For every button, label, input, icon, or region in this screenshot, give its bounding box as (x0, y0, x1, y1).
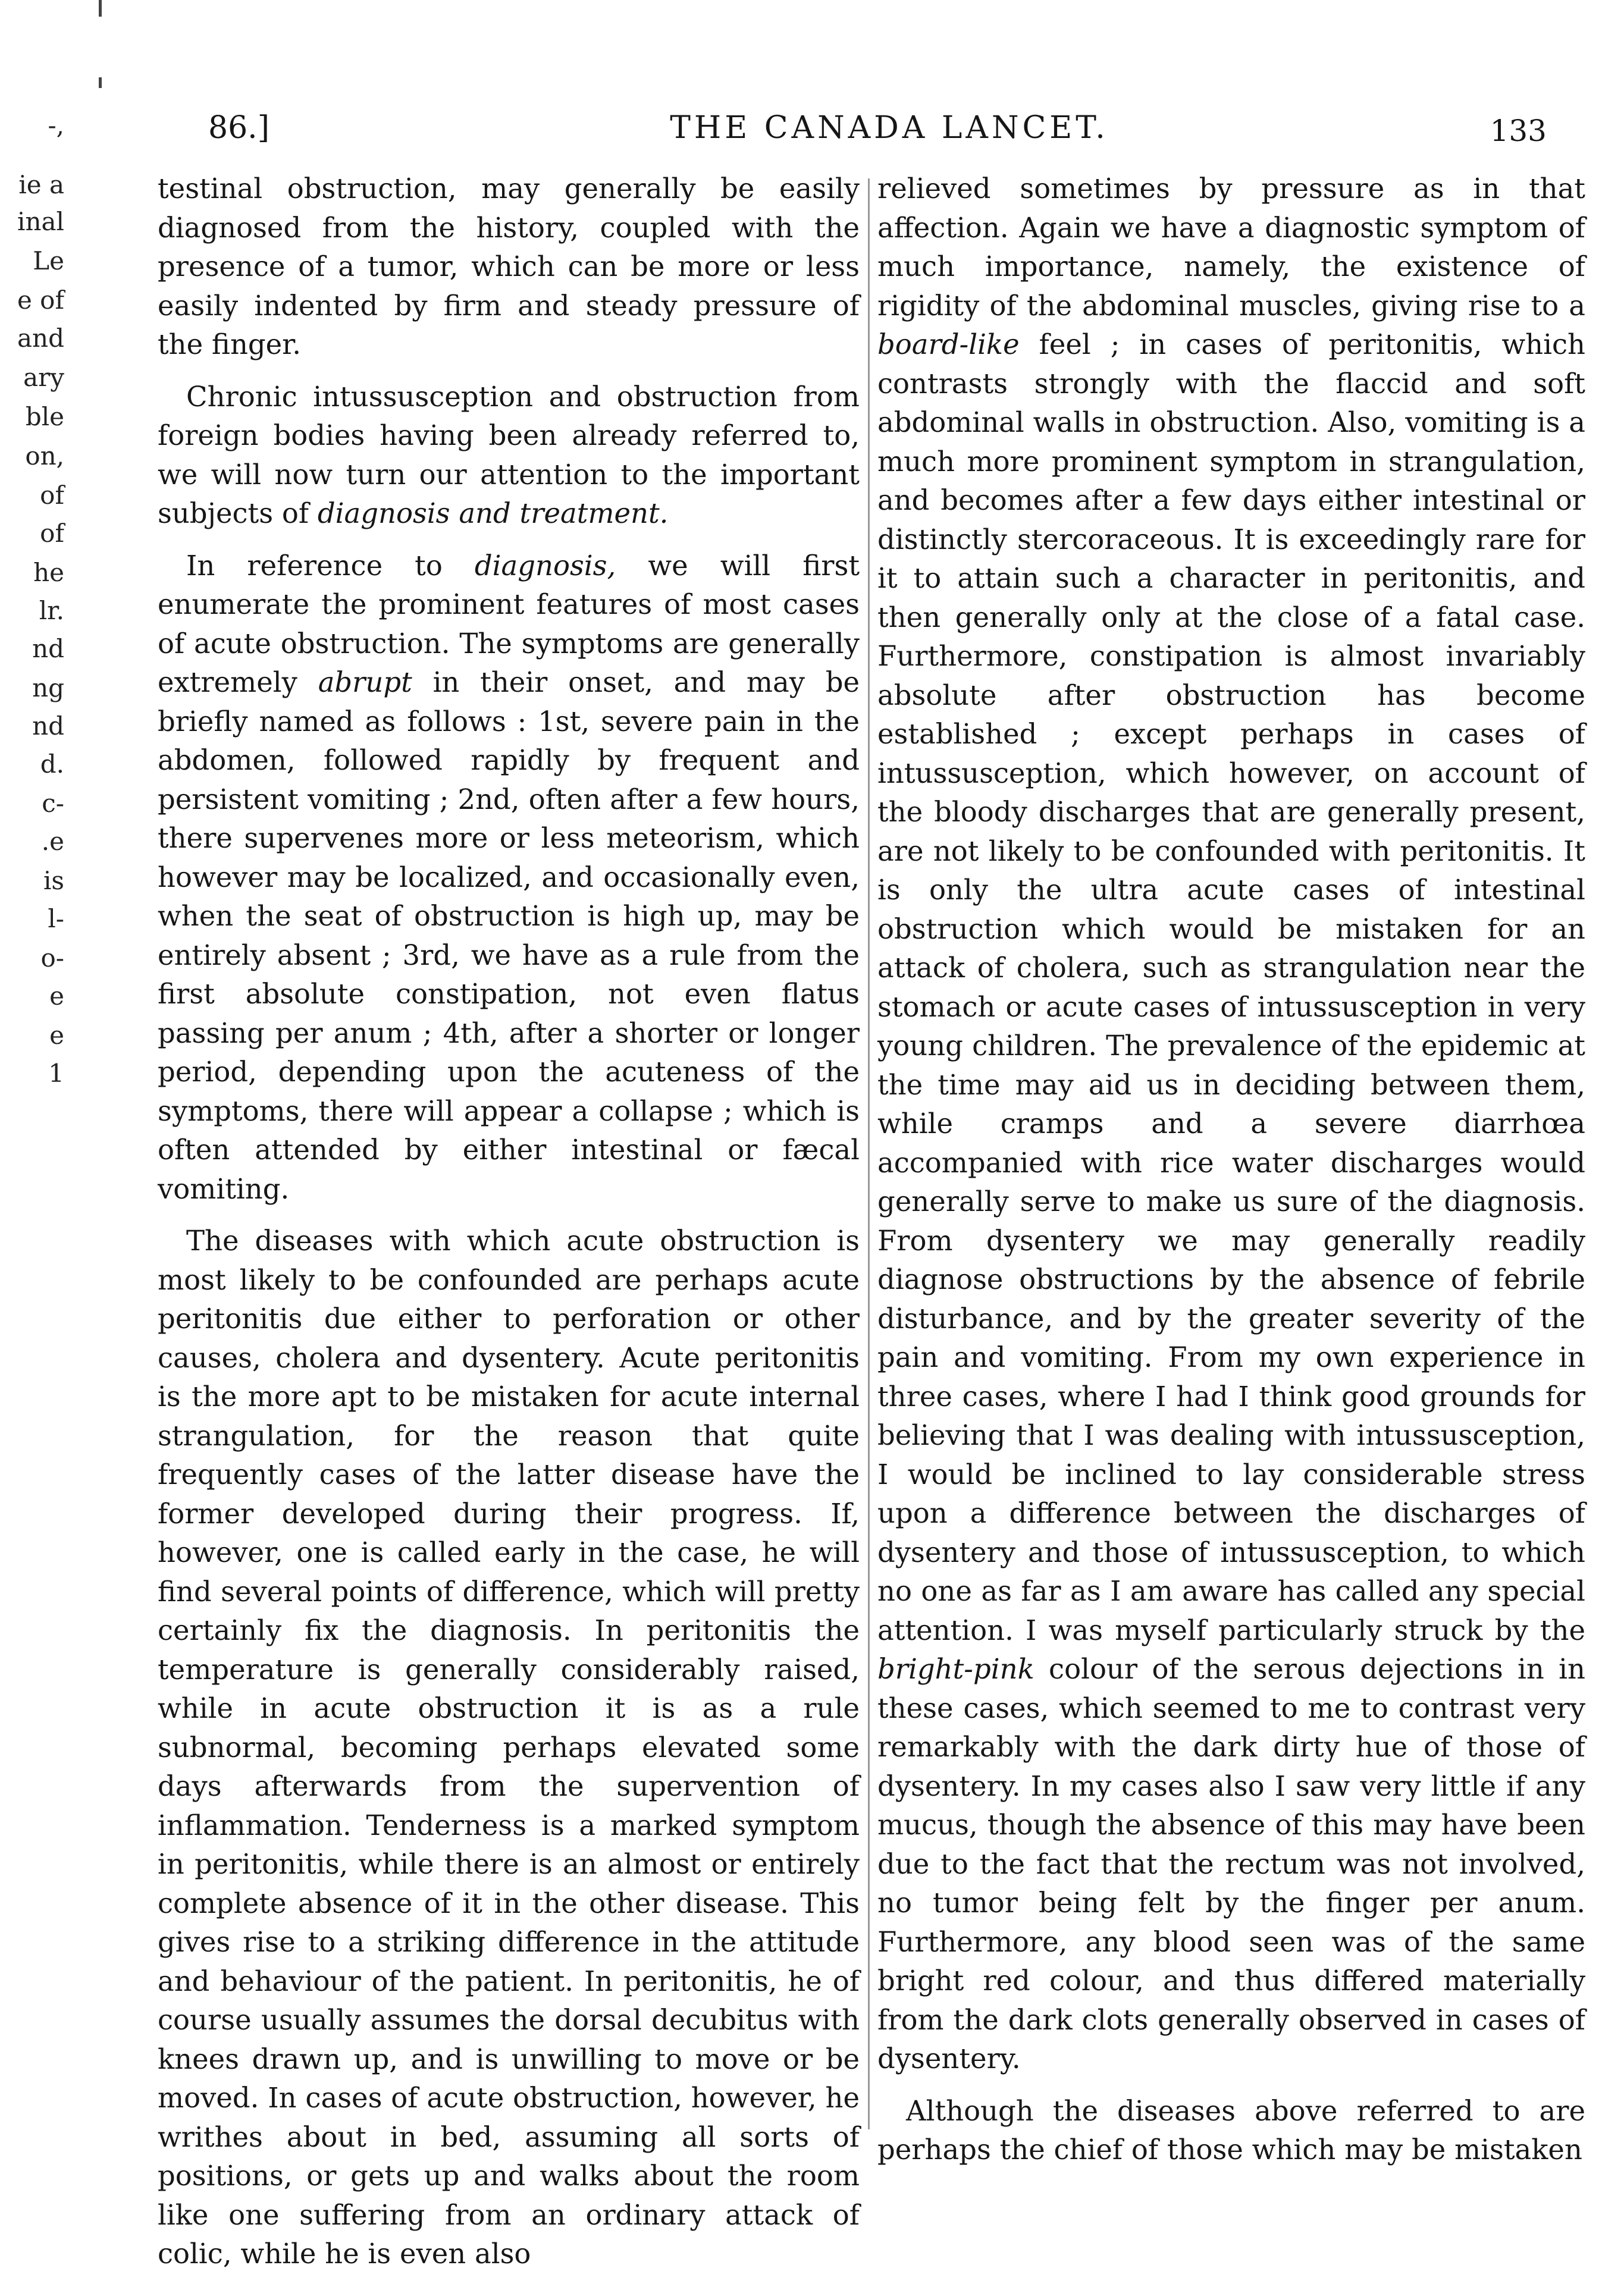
paragraph (877, 170, 1585, 2079)
emphasis: diagnosis and treatment. (317, 497, 669, 529)
column-divider (868, 178, 870, 2129)
page-number: 133 (1490, 114, 1547, 148)
paragraph: testinal obstruction, may generally be easily diagnosed from the history, coupled with the presence of a tumor, which can be more or less easily indented by firm and steady pressure of the finger. (158, 172, 860, 360)
margin-fragment: of (40, 481, 64, 510)
text-run: relieved sometimes by pressure as in that affection. Again we have a diagnostic symptom of much importance, namely, the existence of rigidity of the abdominal muscles, giving rise to a (877, 172, 1585, 322)
margin-fragment: and (17, 324, 64, 353)
binding-mark (99, 77, 102, 88)
margin-fragment: 1 (48, 1059, 64, 1088)
issue-number: 86.] (208, 110, 269, 146)
emphasis: board-like (877, 328, 1020, 360)
margin-fragment: e of (17, 286, 64, 315)
left-column (158, 170, 860, 2287)
text-run: in their onset, and may be briefly named as follows : 1st, severe pain in the abdomen, followed rapidly by frequent and persistent vomiting ; 2nd, often after a few hours, there supervenes more or less meteorism, which however may be localized, and occasionally even, when the seat of obstruction is high up, may be entirely absent ; 3rd, we have as a rule from the first absolute constipation, not even flatus passing per anum ; 4th, after a shorter or longer period, depending upon the acuteness of the symptoms, there will appear a collapse ; which is often attended by either intestinal or fæcal vomiting. (158, 666, 860, 1205)
paragraph: Although the diseases above referred to are perhaps the chief of those which may be mistaken (877, 2094, 1585, 2166)
adjacent-page-fragment (0, 0, 65, 2284)
margin-fragment: -, (48, 111, 64, 140)
text-run: colour of the serous dejections in in these cases, which seemed to me to contrast very remarkably with the dark dirty hue of those of dysentery. In my cases also I saw very little if any mucus, though the absence of this may have been due to the fact that the rectum was not involved, no tumor being felt by the finger per anum. Furthermore, any blood seen was of the same bright red colour, and thus differed materially from the dark clots generally observed in cases of dysentery. (877, 1653, 1585, 2075)
margin-fragment: nd (32, 711, 64, 741)
margin-fragment: ble (25, 402, 64, 431)
margin-fragment: of (40, 519, 64, 548)
margin-fragment: lr. (39, 596, 64, 625)
paragraph (158, 378, 860, 534)
emphasis: abrupt (318, 666, 412, 698)
margin-fragment: inal (17, 207, 64, 236)
emphasis: diagnosis, (474, 549, 616, 582)
emphasis: bright-pink (877, 1653, 1034, 1685)
margin-fragment: ng (32, 673, 64, 702)
journal-title: THE CANADA LANCET. (670, 110, 1109, 146)
paragraph (158, 547, 860, 1209)
binding-mark (99, 0, 102, 17)
margin-fragment: nd (32, 634, 64, 663)
right-column (877, 170, 1585, 2183)
margin-fragment: ary (23, 363, 64, 392)
text-run: feel ; in cases of peritonitis, which contrasts strongly with the flaccid and soft abdominal walls in obstruction. Also, vomiting is a much more prominent symptom in strangulation, and becomes after a few days either intestinal or distinctly stercoraceous. It is exceedingly rare for it to attain such a character in peritonitis, and then generally only at the close of a fatal case. Furthermore, constipation is almost invariably absolute after obstruction has become established ; except perhaps in cases of intussusception, which however, on account of the bloody discharges that are generally present, are not likely to be confounded with peritonitis. It is only the ultra acute cases of intestinal obstruction which would be mistaken for an attack of cholera, such as strangulation near the stomach or acute cases of intussusception in very young children. The prevalence of the epidemic at the time may aid us in deciding between them, while cramps and a severe diarrhœa accompanied with rice water discharges would generally serve to make us sure of the diagnosis. From dysentery we may generally readily diagnose obstructions by the absence of febrile disturbance, and by the greater severity of the pain and vomiting. From my own experience in three cases, where I had I think good grounds for believing that I was dealing with intussusception, I would be inclined to lay considerable stress upon a difference between the discharges of dysentery and those of intussusception, to which no one as far as I am aware has called any special attention. I was myself particularly struck by the (877, 328, 1585, 1646)
margin-fragment: d. (40, 749, 64, 779)
margin-fragment: l- (48, 904, 64, 933)
margin-fragment: Le (33, 246, 64, 275)
margin-fragment: he (33, 558, 64, 587)
running-header (196, 110, 1582, 158)
margin-fragment: c- (42, 789, 64, 818)
text-run: we will first enumerate the prominent features of most cases of acute obstruction. The symptoms are generally extremely (158, 549, 860, 698)
text-run: Chronic intussusception and obstruction from foreign bodies having been already referred to, we will now turn our attention to the important subjects of (158, 380, 860, 529)
margin-fragment: .e (41, 827, 64, 856)
margin-fragment: ie a (18, 170, 64, 199)
text-run: In reference to (186, 549, 475, 582)
margin-fragment: e (49, 981, 64, 1011)
margin-fragment: is (43, 866, 64, 895)
margin-fragment: o- (40, 943, 64, 972)
margin-fragment: e (49, 1021, 64, 1050)
paragraph: The diseases with which acute obstruction is most likely to be confounded are perhaps acute peritonitis due either to perforation or other causes, cholera and dysentery. Acute peritonitis is the more apt to be mistaken for acute internal strangulation, for the reason that quite frequently cases of the latter disease have the former developed during their progress. If, however, one is called early in the case, he will find several points of difference, which will pretty certainly fix the diagnosis. In peritonitis the temperature is generally considerably raised, while in acute obstruction it is as a rule subnormal, becoming perhaps elevated some days afterwards from the supervention of inflammation. Tenderness is a marked symptom in peritonitis, while there is an almost or entirely complete absence of it in the other disease. This gives rise to a striking difference in the attitude and behaviour of the patient. In peritonitis, he of course usually assumes the dorsal decubitus with knees drawn up, and is unwilling to move or be moved. In cases of acute obstruction, however, he writhes about in bed, assuming all sorts of positions, or gets up and walks about the room like one suffering from an ordinary attack of colic, while he is even also (158, 1225, 860, 2270)
margin-fragment: on, (25, 441, 64, 470)
